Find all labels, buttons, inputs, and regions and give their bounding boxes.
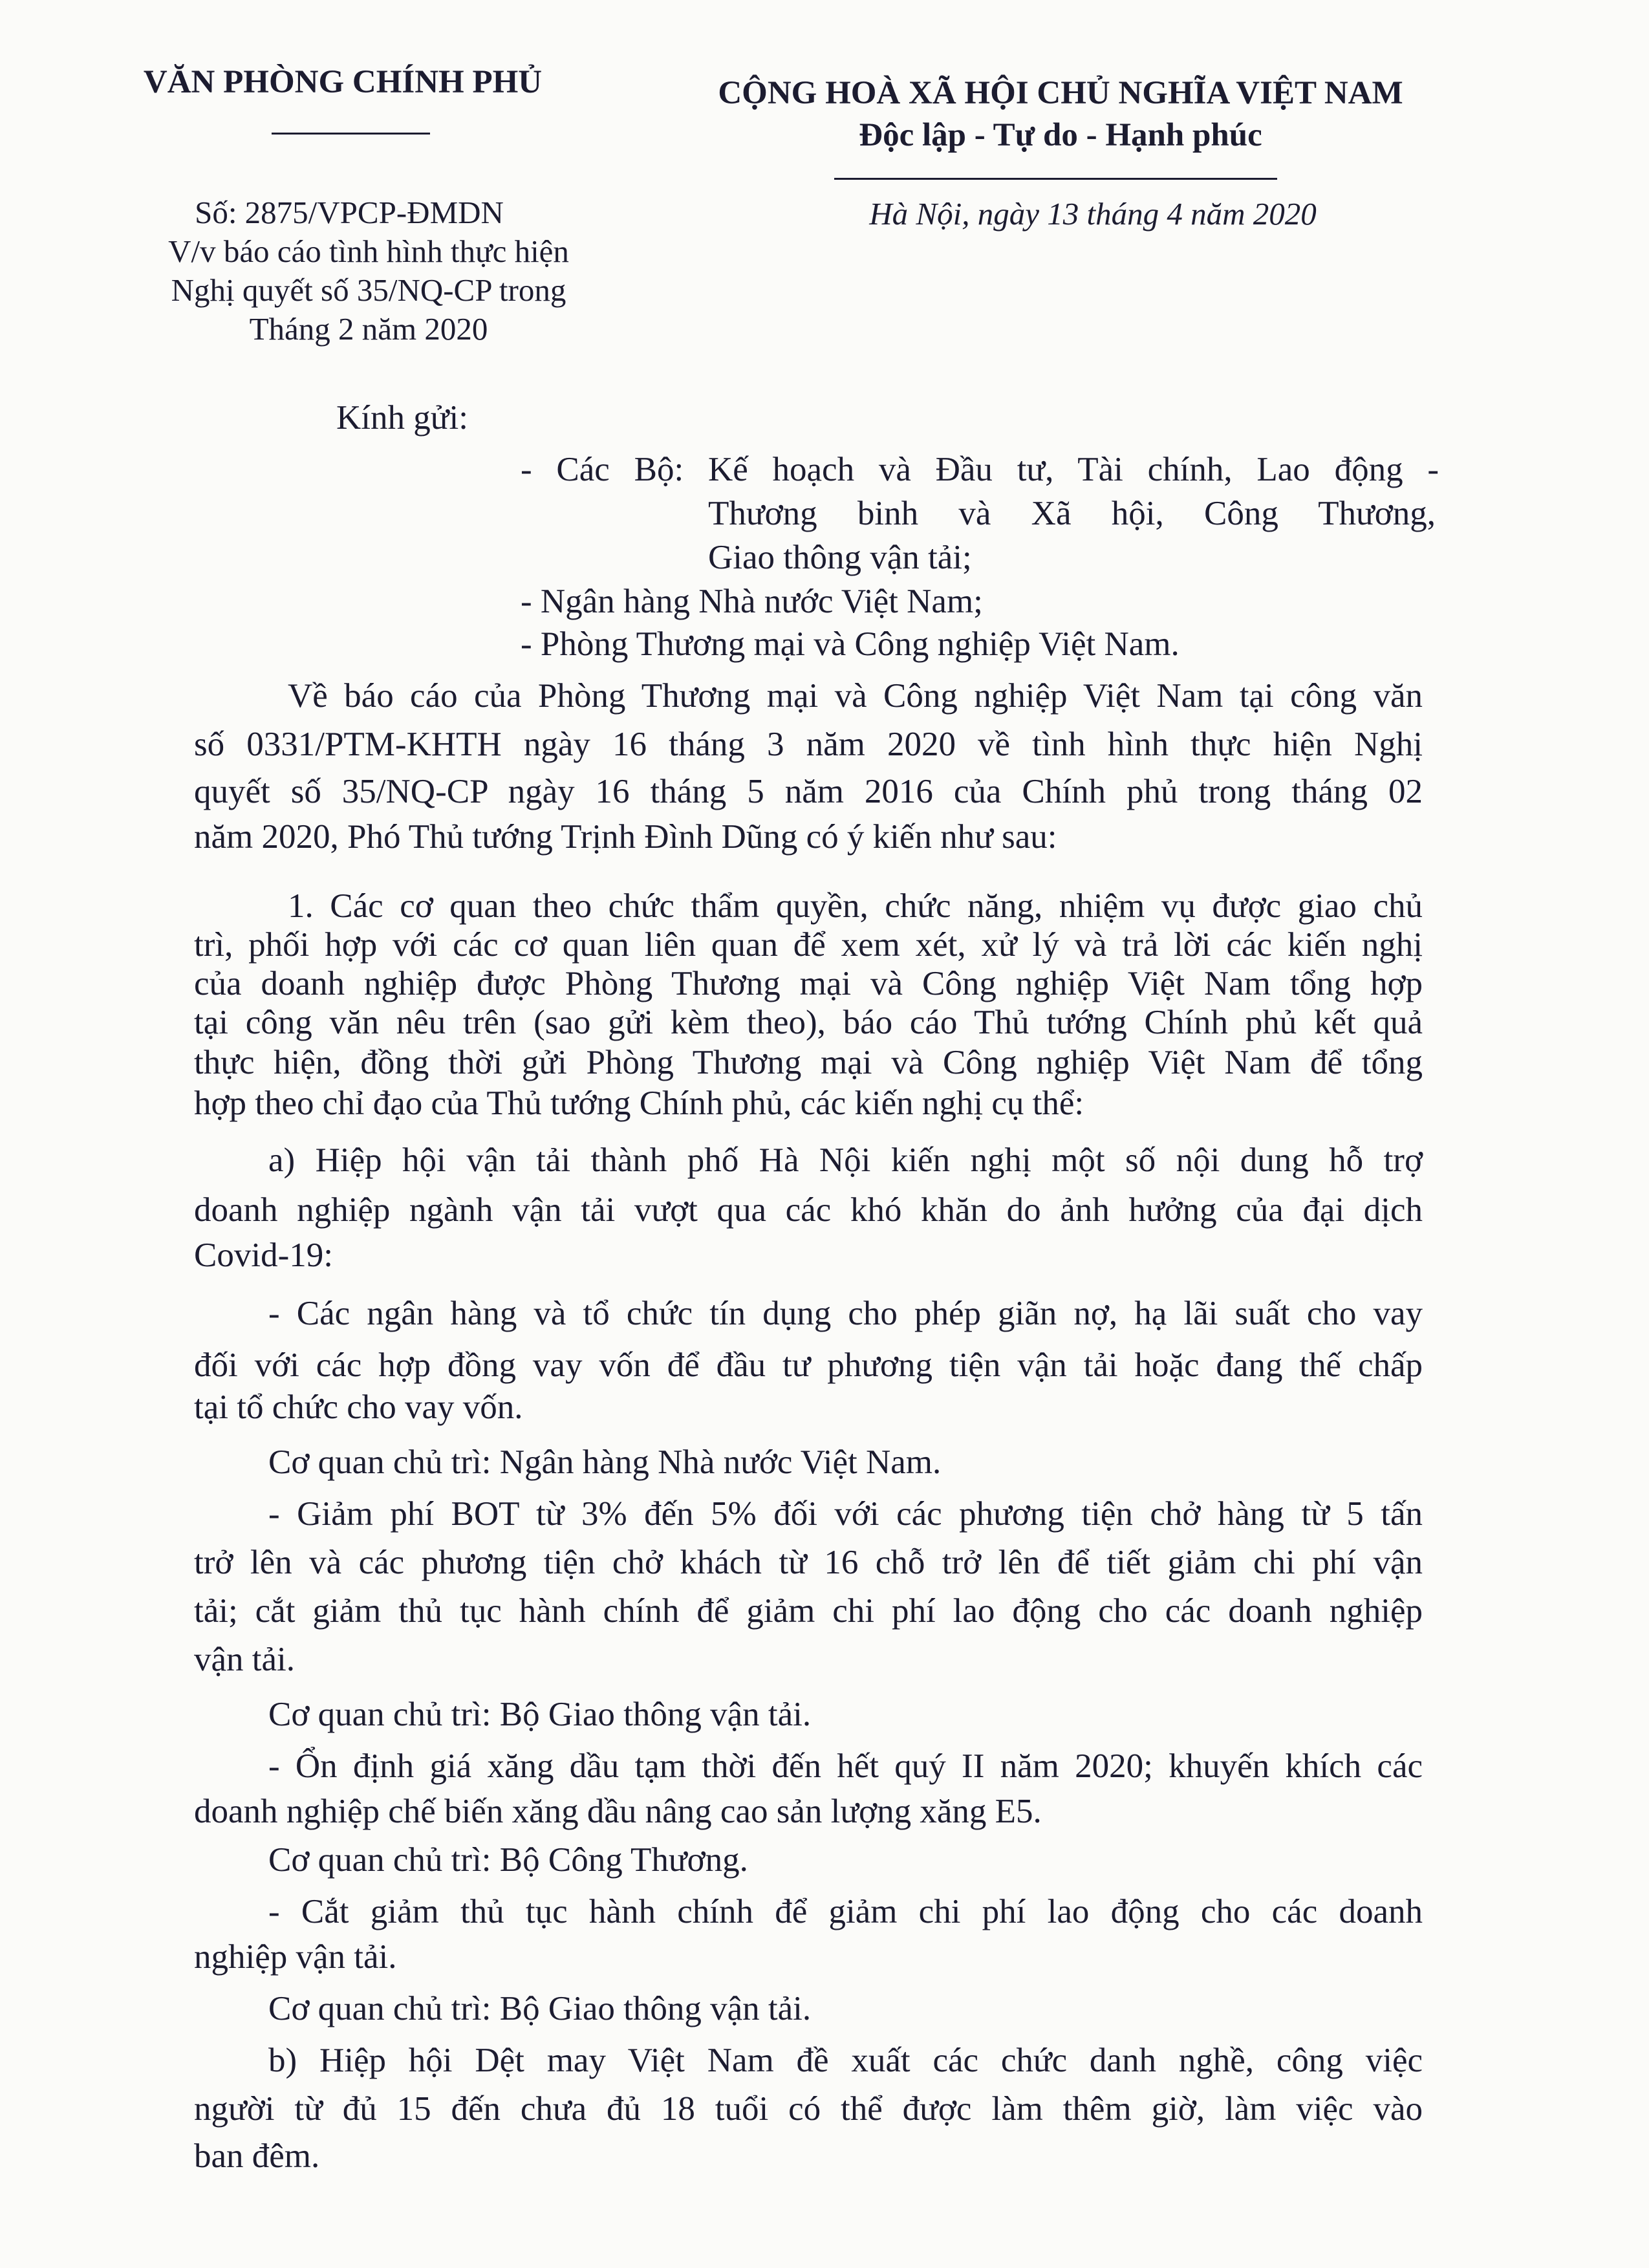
body-line: của doanh nghiệp được Phòng Thương mại và Công nghiệp Việt Nam tổng hợp (194, 965, 1423, 1002)
body-line: Cơ quan chủ trì: Bộ Giao thông vận tải. (268, 1696, 812, 1733)
recipient-line-1: - Các Bộ: Kế hoạch và Đầu tư, Tài chính, Lao động - (521, 451, 1439, 488)
body-line: đối với các hợp đồng vay vốn để đầu tư phương tiện vận tải hoặc đang thế chấp (194, 1346, 1423, 1384)
body-line: a) Hiệp hội vận tải thành phố Hà Nội kiến nghị một số nội dung hỗ trợ (268, 1141, 1423, 1179)
recipient-line-3: Giao thông vận tải; (708, 539, 972, 576)
body-line: người từ đủ 15 đến chưa đủ 18 tuổi có thể được làm thêm giờ, làm việc vào (194, 2090, 1423, 2128)
body-line: vận tải. (194, 1641, 295, 1678)
subject-line-2: Nghị quyết số 35/NQ-CP trong (171, 272, 566, 308)
body-line: - Giảm phí BOT từ 3% đến 5% đối với các phương tiện chở hàng từ 5 tấn (268, 1495, 1423, 1533)
greeting: Kính gửi: (336, 399, 468, 437)
body-line: thực hiện, đồng thời gửi Phòng Thương mại và Công nghiệp Việt Nam để tổng (194, 1044, 1423, 1081)
body-line: doanh nghiệp ngành vận tải vượt qua các khó khăn do ảnh hưởng của đại dịch (194, 1191, 1423, 1229)
body-line: tại công văn nêu trên (sao gửi kèm theo), báo cáo Thủ tướng Chính phủ kết quả (194, 1004, 1423, 1041)
motto: Độc lập - Tự do - Hạnh phúc (859, 117, 1262, 153)
subject-line-3: Tháng 2 năm 2020 (249, 311, 488, 347)
body-line: năm 2020, Phó Thủ tướng Trịnh Đình Dũng có ý kiến như sau: (194, 818, 1057, 856)
recipient-line-5: - Phòng Thương mại và Công nghiệp Việt Nam. (521, 625, 1180, 663)
body-line: - Các ngân hàng và tổ chức tín dụng cho phép giãn nợ, hạ lãi suất cho vay (268, 1295, 1423, 1332)
place-date: Hà Nội, ngày 13 tháng 4 năm 2020 (869, 196, 1317, 232)
agency-name: VĂN PHÒNG CHÍNH PHỦ (143, 64, 543, 100)
body-line: quyết số 35/NQ-CP ngày 16 tháng 5 năm 2016 của Chính phủ trong tháng 02 (194, 773, 1423, 810)
body-line: Cơ quan chủ trì: Bộ Công Thương. (268, 1841, 748, 1879)
body-line: tải; cắt giảm thủ tục hành chính để giảm chi phí lao động cho các doanh nghiệp (194, 1592, 1423, 1630)
body-line: - Cắt giảm thủ tục hành chính để giảm chi phí lao động cho các doanh (268, 1893, 1423, 1930)
body-line: nghiệp vận tải. (194, 1938, 397, 1976)
body-line: số 0331/PTM-KHTH ngày 16 tháng 3 năm 2020 về tình hình thực hiện Nghị (194, 726, 1423, 763)
body-line: b) Hiệp hội Dệt may Việt Nam đề xuất các chức danh nghề, công việc (268, 2042, 1423, 2079)
motto-underline (834, 178, 1277, 180)
body-line: - Ổn định giá xăng dầu tạm thời đến hết quý II năm 2020; khuyến khích các (268, 1747, 1423, 1785)
country-name: CỘNG HOÀ XÃ HỘI CHỦ NGHĨA VIỆT NAM (718, 75, 1403, 111)
body-line: doanh nghiệp chế biến xăng dầu nâng cao sản lượng xăng E5. (194, 1793, 1042, 1830)
body-line: ban đêm. (194, 2137, 320, 2175)
document-number: Số: 2875/VPCP-ĐMDN (195, 195, 504, 230)
body-line: Cơ quan chủ trì: Ngân hàng Nhà nước Việt Nam. (268, 1443, 942, 1481)
body-line: hợp theo chỉ đạo của Thủ tướng Chính phủ, các kiến nghị cụ thể: (194, 1085, 1084, 1122)
body-line: Về báo cáo của Phòng Thương mại và Công nghiệp Việt Nam tại công văn (288, 677, 1423, 715)
agency-underline (272, 133, 430, 135)
body-line: 1. Các cơ quan theo chức thẩm quyền, chức năng, nhiệm vụ được giao chủ (288, 887, 1423, 925)
subject-line-1: V/v báo cáo tình hình thực hiện (168, 233, 569, 269)
body-line: Cơ quan chủ trì: Bộ Giao thông vận tải. (268, 1990, 812, 2027)
body-line: tại tổ chức cho vay vốn. (194, 1388, 523, 1426)
body-line: Covid-19: (194, 1237, 333, 1274)
recipient-line-4: - Ngân hàng Nhà nước Việt Nam; (521, 583, 983, 620)
recipient-line-2: Thương binh và Xã hội, Công Thương, (708, 495, 1436, 532)
body-line: trở lên và các phương tiện chở khách từ 16 chỗ trở lên để tiết giảm chi phí vận (194, 1544, 1423, 1581)
body-line: trì, phối hợp với các cơ quan liên quan để xem xét, xử lý và trả lời các kiến nghị (194, 926, 1423, 964)
